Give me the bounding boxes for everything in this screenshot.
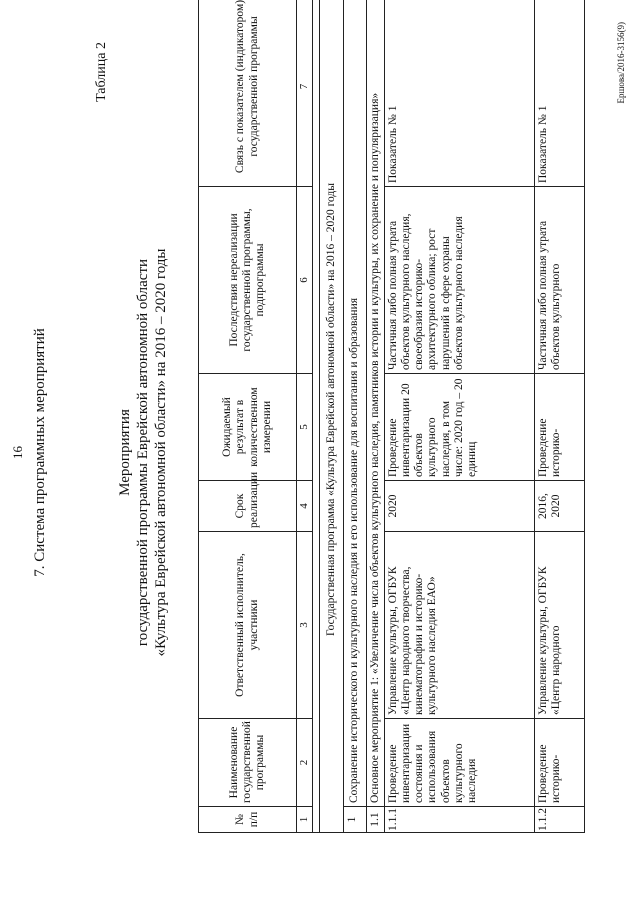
column-number: 7 — [297, 0, 313, 187]
row-indicator: Показатель № 1 — [534, 0, 584, 187]
column-number-row — [297, 0, 313, 833]
row-result: Проведение инвентаризации 20 объектов культурного наследия, в том числе: 2020 год – 20 единиц — [384, 374, 534, 481]
column-number: 5 — [297, 374, 313, 481]
main-event-text: Основное мероприятие 1: «Увеличение числа объектов культурного наследия, памятников истории и культуры, их сохранение и популяризация» — [366, 0, 384, 807]
task-number: 1 — [344, 807, 366, 833]
row-name: Проведение инвентаризации состояния и использования объектов культурного наследия — [384, 719, 534, 807]
header-cell: Срок реализации — [199, 481, 297, 532]
row-consequence: Частичная либо полная утрата объектов культурного — [534, 187, 584, 374]
column-number: 6 — [297, 187, 313, 374]
footer-code: Ершова/2016-3156(9) — [616, 22, 626, 104]
column-number: 3 — [297, 532, 313, 719]
title-line: «Культура Еврейской автономной области» на 2016 – 2020 годы — [153, 248, 169, 657]
spacer-row — [313, 0, 320, 833]
column-number: 4 — [297, 481, 313, 532]
row-result: Проведение историко- — [534, 374, 584, 481]
row-consequence: Частичная либо полная утрата объектов культурного наследия, своеобразия историко-архитектурного облика; рост нарушений в сфере охраны объектов культурного наследия — [384, 187, 534, 374]
table-row — [534, 0, 584, 833]
title-line: Мероприятия — [117, 409, 133, 496]
header-cell: Наименование государственной программы — [199, 719, 297, 807]
header-cell: Связь с показателем (индикатором) государственной программы — [199, 0, 297, 187]
row-number: 1.1.1 — [384, 807, 534, 833]
page-number: 16 — [10, 446, 25, 459]
header-cell: № п/п — [199, 807, 297, 833]
task-row — [344, 0, 366, 833]
row-term: 2016, 2020 — [534, 481, 584, 532]
task-text: Сохранение исторического и культурного наследия и его использование для воспитания и образования — [344, 0, 366, 807]
table-row — [384, 0, 534, 833]
column-number: 2 — [297, 719, 313, 807]
row-executor: Управление культуры, ОГБУК «Центр народного творчества, кинематографии и историко-культурного наследия ЕАО» — [384, 532, 534, 719]
title-line: государственной программы Еврейской автономной области — [135, 258, 151, 647]
main-event-row — [366, 0, 384, 833]
header-cell: Ответственный исполнитель, участники — [199, 532, 297, 719]
row-indicator: Показатель № 1 — [384, 0, 534, 187]
main-event-number: 1.1 — [366, 807, 384, 833]
header-cell: Ожидаемый результат в количественном измерении — [199, 374, 297, 481]
program-row — [320, 0, 344, 833]
program-title: Государственная программа «Культура Еврейской автономной области» на 2016 – 2020 годы — [320, 0, 344, 833]
row-number: 1.1.2 — [534, 807, 584, 833]
row-executor: Управление культуры, ОГБУК «Центр народного — [534, 532, 584, 719]
document-title — [116, 0, 170, 905]
row-name: Проведение историко- — [534, 719, 584, 807]
table-label: Таблица 2 — [94, 42, 109, 102]
table-header-row — [199, 0, 297, 833]
header-cell: Последствия нереализации государственной программы, подпрограммы — [199, 187, 297, 374]
column-number: 1 — [297, 807, 313, 833]
events-table — [198, 0, 585, 833]
section-title: 7. Система программных мероприятий — [32, 328, 48, 577]
row-term: 2020 — [384, 481, 534, 532]
